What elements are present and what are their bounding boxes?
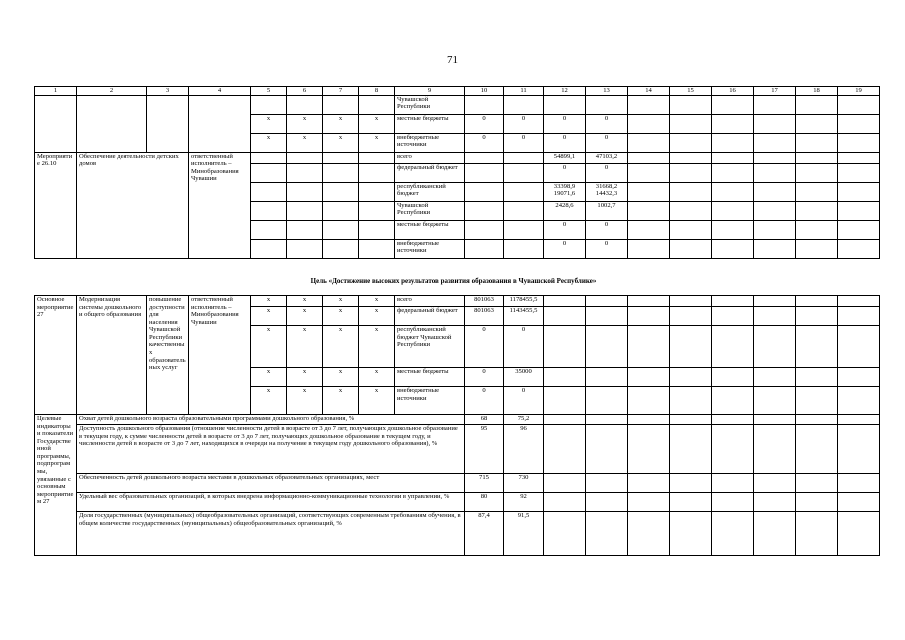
cell: x <box>323 368 359 387</box>
cell: x <box>323 296 359 307</box>
cell <box>323 95 359 114</box>
cell: 33398,9 19071,6 <box>544 182 586 201</box>
funding-source: республиканский бюджет <box>395 182 465 201</box>
header-cell: 17 <box>754 87 796 96</box>
cell: 0 <box>586 220 628 239</box>
cell: 0 <box>465 368 504 387</box>
cell: x <box>323 307 359 326</box>
event-executor: ответственный исполнитель – Минобразования Чувашии <box>189 296 251 415</box>
cell: 0 <box>586 133 628 152</box>
funding-source: местные бюджеты <box>395 114 465 133</box>
cell <box>586 95 628 114</box>
cell: x <box>287 387 323 415</box>
cell <box>504 95 544 114</box>
cell: 96 <box>504 425 544 474</box>
cell: 730 <box>504 474 544 493</box>
table-row <box>35 296 880 307</box>
cell: x <box>251 296 287 307</box>
measure-executor: ответственный исполнитель – Минобразования Чувашии <box>189 152 251 258</box>
cell: 1143455,5 <box>504 307 544 326</box>
cell: x <box>359 387 395 415</box>
cell: 91,5 <box>504 512 544 556</box>
cell: 0 <box>544 114 586 133</box>
cell: x <box>251 326 287 368</box>
cell: 0 <box>544 133 586 152</box>
indicator-text: Удельный вес образовательных организаций, в которых внедрена информационно-коммуникационные технологии в управлении, % <box>77 493 465 512</box>
funding-source: Чувашской Республики <box>395 201 465 220</box>
cell: 95 <box>465 425 504 474</box>
cell: 35000 <box>504 368 544 387</box>
cell: x <box>287 114 323 133</box>
funding-source: внебюджетные источники <box>395 239 465 258</box>
measure-code: Мероприятие 26.10 <box>35 152 77 258</box>
cell <box>544 95 586 114</box>
cell: x <box>251 133 287 152</box>
page-number: 71 <box>447 54 458 66</box>
event-subtitle: повышение доступности для населения Чувашской Республики качественных образовательных услуг <box>147 296 189 415</box>
header-cell: 19 <box>838 87 880 96</box>
event-code: Основное мероприятие 27 <box>35 296 77 415</box>
header-cell: 5 <box>251 87 287 96</box>
header-cell: 7 <box>323 87 359 96</box>
cell: x <box>359 368 395 387</box>
cell: 715 <box>465 474 504 493</box>
header-cell: 1 <box>35 87 77 96</box>
cell: 0 <box>504 114 544 133</box>
header-cell: 9 <box>395 87 465 96</box>
cell: x <box>287 368 323 387</box>
program-table-bottom <box>34 295 880 556</box>
cell: 0 <box>544 163 586 182</box>
measure-name: Обеспечение деятельности детских домов <box>77 152 189 258</box>
funding-source: республиканский бюджет Чувашской Республики <box>395 326 465 368</box>
cell <box>251 95 287 114</box>
cell: x <box>323 326 359 368</box>
table-row <box>35 95 880 114</box>
cell: x <box>359 114 395 133</box>
funding-source: Чувашской Республики <box>395 95 465 114</box>
funding-source: внебюджетные источники <box>395 133 465 152</box>
cell: x <box>287 133 323 152</box>
funding-source: всего <box>395 296 465 307</box>
funding-source: федеральный бюджет <box>395 307 465 326</box>
cell: 1002,7 <box>586 201 628 220</box>
cell: x <box>251 307 287 326</box>
cell: 87,4 <box>465 512 504 556</box>
funding-source: внебюджетные источники <box>395 387 465 415</box>
cell: x <box>251 387 287 415</box>
goal-title: Цель «Достижение высоких результатов развития образования в Чувашской Республике» <box>310 277 597 285</box>
cell: x <box>323 387 359 415</box>
cell: 75,2 <box>504 415 544 425</box>
indicator-row <box>35 415 880 425</box>
cell: 0 <box>504 387 544 415</box>
cell: x <box>359 307 395 326</box>
indicator-row <box>35 493 880 512</box>
header-cell: 12 <box>544 87 586 96</box>
cell <box>287 95 323 114</box>
header-cell: 16 <box>712 87 754 96</box>
cell: 0 <box>586 163 628 182</box>
table-row <box>35 152 880 163</box>
cell: x <box>287 326 323 368</box>
cell: 0 <box>465 326 504 368</box>
cell: 0 <box>465 133 504 152</box>
cell: 31668,2 14432,3 <box>586 182 628 201</box>
cell: 0 <box>465 387 504 415</box>
cell: 80 <box>465 493 504 512</box>
cell <box>359 95 395 114</box>
funding-source: федеральный бюджет <box>395 163 465 182</box>
funding-source: местные бюджеты <box>395 220 465 239</box>
cell: x <box>287 296 323 307</box>
funding-source: всего <box>395 152 465 163</box>
indicator-text: Обеспеченность детей дошкольного возраста местами в дошкольных образовательных организациях, мест <box>77 474 465 493</box>
header-cell: 18 <box>796 87 838 96</box>
program-table-top <box>34 86 880 259</box>
cell: 54899,1 <box>544 152 586 163</box>
indicator-row <box>35 425 880 474</box>
cell: 0 <box>504 326 544 368</box>
cell <box>465 95 504 114</box>
cell: 68 <box>465 415 504 425</box>
cell: 2428,6 <box>544 201 586 220</box>
indicator-text: Доля государственных (муниципальных) общеобразовательных организаций, соответствующих современным требованиям обучения, в общем количестве государственных (муниципальных) общеобразовательных организаций, % <box>77 512 465 556</box>
cell: x <box>251 368 287 387</box>
cell: x <box>287 307 323 326</box>
cell: 0 <box>504 133 544 152</box>
header-cell: 10 <box>465 87 504 96</box>
header-row <box>35 87 880 96</box>
indicator-text: Охват детей дошкольного возраста образовательными программами дошкольного образования, % <box>77 415 465 425</box>
header-cell: 3 <box>147 87 189 96</box>
cell: x <box>251 114 287 133</box>
header-cell: 6 <box>287 87 323 96</box>
indicator-row <box>35 512 880 556</box>
cell: 47103,2 <box>586 152 628 163</box>
indicator-row <box>35 474 880 493</box>
cell: 0 <box>544 220 586 239</box>
event-name: Модернизация системы дошкольного и общего образования <box>77 296 147 415</box>
header-cell: 15 <box>670 87 712 96</box>
funding-source: местные бюджеты <box>395 368 465 387</box>
header-cell: 2 <box>77 87 147 96</box>
indicators-label: Целевые индикаторы и показатели Государственной программы, подпрограммы, увязанные с основным мероприятием 27 <box>35 415 77 556</box>
cell: 0 <box>586 239 628 258</box>
header-cell: 11 <box>504 87 544 96</box>
cell: 0 <box>544 239 586 258</box>
cell: 801063 <box>465 296 504 307</box>
cell: x <box>359 326 395 368</box>
cell: x <box>323 114 359 133</box>
cell: 0 <box>465 114 504 133</box>
cell: 92 <box>504 493 544 512</box>
header-cell: 8 <box>359 87 395 96</box>
cell: 801063 <box>465 307 504 326</box>
cell: x <box>359 133 395 152</box>
header-cell: 4 <box>189 87 251 96</box>
cell: 1178455,5 <box>504 296 544 307</box>
header-cell: 14 <box>628 87 670 96</box>
cell: 0 <box>586 114 628 133</box>
cell: x <box>323 133 359 152</box>
header-cell: 13 <box>586 87 628 96</box>
indicator-text: Доступность дошкольного образования (отношение численности детей в возрасте от 3 до 7 лет, получающих дошкольное образование в текущем году, к сумме численности детей в возрасте от 3 до 7 лет, получающих дошкольное образование в текущем году, и численности детей в возрасте от 3 до 7 лет, находящихся в очереди на получение в текущем году дошкольного образования), % <box>77 425 465 474</box>
cell: x <box>359 296 395 307</box>
